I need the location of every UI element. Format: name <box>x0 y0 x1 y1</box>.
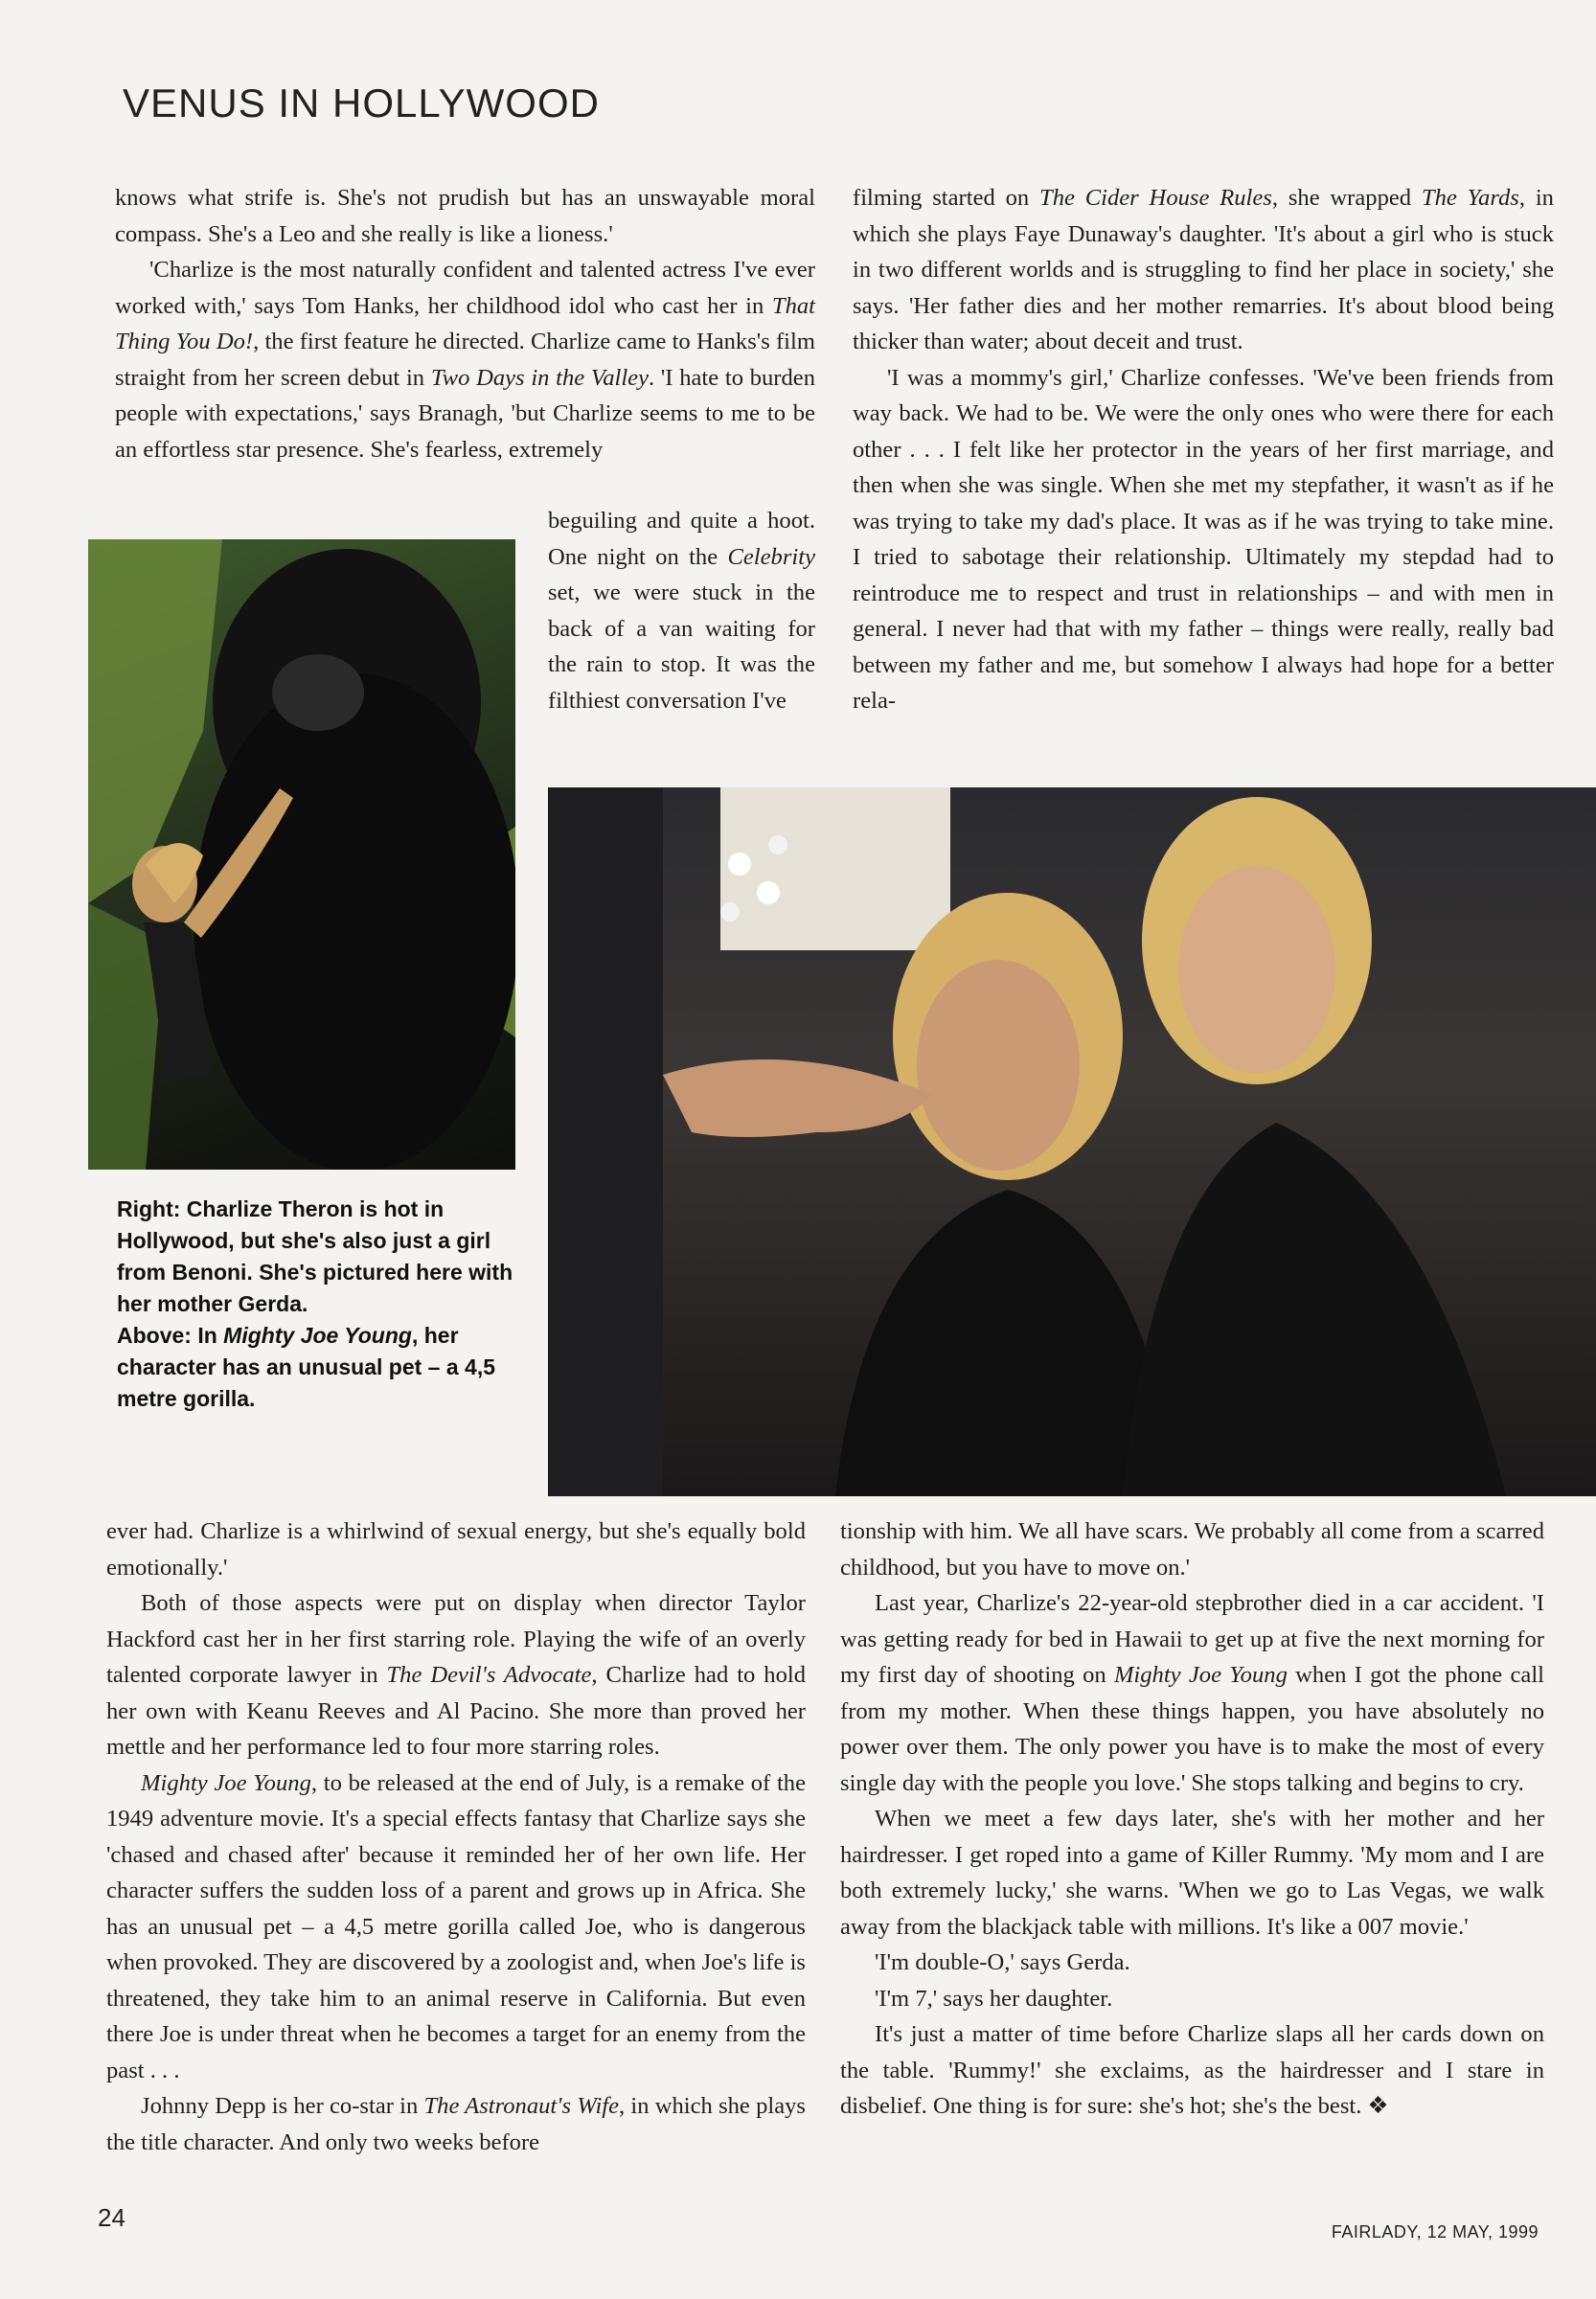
paragraph: Johnny Depp is her co-star in The Astronaut's Wife, in which she plays the title character. And only two weeks before <box>106 2093 806 2155</box>
paragraph: It's just a matter of time before Charlize slaps all her cards down on the table. 'Rummy!' she exclaims, as the hairdresser and I stare in disbelief. One thing is for sure: she's hot; she's the best. ❖ <box>840 2021 1544 2119</box>
article-column-top-right <box>853 180 1554 719</box>
paragraph: 'I'm double-O,' says Gerda. <box>875 1949 1130 1975</box>
paragraph: filming started on The Cider House Rules, she wrapped The Yards, in which she plays Faye Dunaway's daughter. 'It's about a girl who is stuck in two different worlds and is struggling to find her place in society,' she says. 'Her father dies and her mother remarries. It's about blood being thicker than water; about deceit and trust. <box>853 185 1554 354</box>
end-mark-icon: ❖ <box>1367 2093 1389 2119</box>
article-column-top-left <box>115 180 815 467</box>
charlize-and-mother-photo <box>548 787 1596 1496</box>
paragraph: 'Charlize is the most naturally confident and talented actress I've ever worked with,' says Tom Hanks, her childhood idol who cast her in That Thing You Do!, the first feature he directed. Charlize came to Hanks's film straight from her screen debut in Two Days in the Valley. 'I hate to burden people with expectations,' says Branagh, 'but Charlize seems to me to be an effortless star presence. She's fearless, extremely <box>115 257 816 463</box>
section-title: VENUS IN HOLLYWOOD <box>123 80 600 125</box>
page-number: 24 <box>98 2203 125 2232</box>
paragraph: tionship with him. We all have scars. We probably all come from a scarred childhood, but you have to move on.' <box>840 1518 1544 1581</box>
charlize-and-mother-illustration <box>548 787 1596 1496</box>
gorilla-photo-illustration <box>88 539 515 1170</box>
publication-footer: FAIRLADY, 12 MAY, 1999 <box>1331 2222 1539 2242</box>
gorilla-photo <box>88 539 515 1170</box>
paragraph: 'I'm 7,' says her daughter. <box>875 1985 1113 2012</box>
paragraph: 'I was a mommy's girl,' Charlize confesses. 'We've been friends from way back. We had to be. We were the only ones who were there for each other . . . I felt like her protector in the years of her first marriage, and then when she was single. When she met my stepfather, it wasn't as if he was trying to take my dad's place. It was as if he was trying to take mine. I tried to sabotage their relationship. Ultimately my stepdad had to reintroduce me to respect and trust in relationships – and with men in general. I never had that with my father – things were really, really bad between my father and me, but somehow I always had hope for a better rela- <box>853 364 1554 714</box>
paragraph: Mighty Joe Young, to be released at the end of July, is a remake of the 1949 adventure movie. It's a special effects fantasy that Charlize says she 'chased and chased after' because it reminded her of her own life. Her character suffers the sudden loss of a parent and grows up in Africa. She has an unusual pet – a 4,5 metre gorilla called Joe, who is dangerous when provoked. They are discovered by a zoologist and, when Joe's life is threatened, they take him to an animal reserve in California. But even there Joe is under threat when he becomes a target for an enemy from the past . . . <box>106 1769 807 2083</box>
caption-right: Right: Charlize Theron is hot in Hollywood, but she's also just a girl from Benoni. She's pictured here with her mother Gerda. <box>117 1196 513 1316</box>
paragraph: knows what strife is. She's not prudish but has an unswayable moral compass. She's a Leo and she really is like a lioness.' <box>115 185 815 247</box>
paragraph: ever had. Charlize is a whirlwind of sexual energy, but she's equally bold emotionally.' <box>106 1518 806 1581</box>
paragraph: beguiling and quite a hoot. One night on the Celebrity set, we were stuck in the back of a van waiting for the rain to stop. It was the filthiest conversation I've <box>548 508 815 714</box>
paragraph: Both of those aspects were put on display when director Taylor Hackford cast her in her first starring role. Playing the wife of an overly talented corporate lawyer in The Devil's Advocate, Charlize had to hold her own with Keanu Reeves and Al Pacino. She more than proved her mettle and her performance led to four more starring roles. <box>106 1590 806 1760</box>
photo-caption <box>117 1194 529 1415</box>
article-column-bottom-left <box>106 1514 806 2160</box>
caption-above: Above: In Mighty Joe Young, her character has an unusual pet – a 4,5 metre gorilla. <box>117 1323 495 1411</box>
article-column-bottom-right <box>840 1514 1544 2125</box>
paragraph: Last year, Charlize's 22-year-old stepbrother died in a car accident. 'I was getting ready for bed in Hawaii to get up at five the next morning for my first day of shooting on Mighty Joe Young when I got the phone call from my mother. When these things happen, you have absolutely no power over them. The only power you have is to make the most of every single day with the people you love.' She stops talking and begins to cry. <box>840 1590 1544 1796</box>
article-column-top-left-narrow <box>548 503 815 718</box>
paragraph: When we meet a few days later, she's with her mother and her hairdresser. I get roped into a game of Killer Rummy. 'My mom and I are both extremely lucky,' she warns. 'When we go to Las Vegas, we walk away from the blackjack table with millions. It's like a 007 movie.' <box>840 1806 1544 1940</box>
